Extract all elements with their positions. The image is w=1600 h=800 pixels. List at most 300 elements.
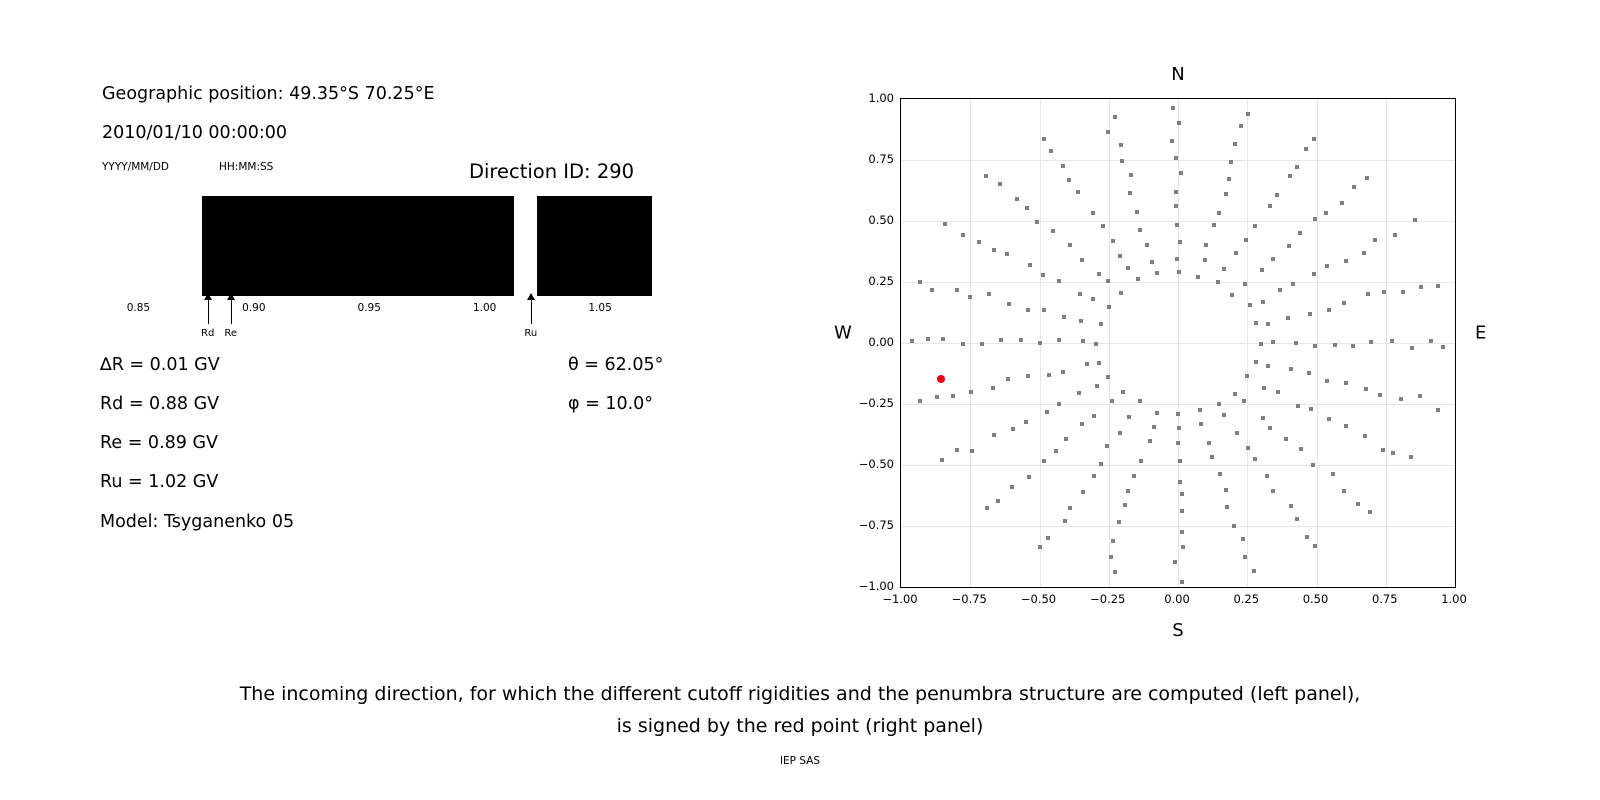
scatter-point: [1041, 273, 1045, 277]
scatter-point: [1061, 370, 1065, 374]
scatter-point: [1368, 510, 1372, 514]
scatter-point: [1239, 124, 1243, 128]
scatter-point: [1429, 339, 1433, 343]
scatter-point: [1006, 377, 1010, 381]
scatter-point: [1092, 474, 1096, 478]
scatter-point: [1011, 427, 1015, 431]
scatter-point: [1286, 316, 1290, 320]
scatter-point: [1109, 555, 1113, 559]
scatter-point: [1145, 243, 1149, 247]
scatter-point: [1057, 279, 1061, 283]
scatter-point: [1229, 160, 1233, 164]
scatter-point: [1097, 272, 1101, 276]
scatter-point: [1038, 545, 1042, 549]
scatter-point: [1007, 302, 1011, 306]
sky-y-tick-label: 0.75: [868, 152, 894, 166]
scatter-point: [1243, 282, 1247, 286]
scatter-point: [1271, 489, 1275, 493]
scatter-point: [1365, 176, 1369, 180]
scatter-point: [1068, 243, 1072, 247]
scatter-point: [1309, 407, 1313, 411]
scatter-point: [1127, 415, 1131, 419]
scatter-point: [941, 337, 945, 341]
scatter-point: [940, 458, 944, 462]
date-format-label: YYYY/MM/DD: [102, 161, 170, 173]
scatter-point: [1081, 339, 1085, 343]
compass-west-label: W: [834, 322, 852, 344]
scatter-point: [1128, 191, 1132, 195]
sky-y-tick-label: 0.00: [868, 335, 894, 349]
compass-south-label: S: [1172, 620, 1184, 641]
scatter-point: [1393, 233, 1397, 237]
scatter-point: [1119, 143, 1123, 147]
caption-line-1: The incoming direction, for which the different cutoff rigidities and the penumbra structure are computed (left panel),: [239, 683, 1361, 705]
scatter-point: [1035, 220, 1039, 224]
penumbra-tick-label: 1.00: [472, 302, 497, 314]
scatter-point: [1233, 392, 1237, 396]
scatter-point: [1313, 344, 1317, 348]
scatter-point: [1118, 431, 1122, 435]
scatter-point: [1232, 524, 1236, 528]
scatter-point: [918, 399, 922, 403]
scatter-point: [1107, 305, 1111, 309]
scatter-point: [1342, 489, 1346, 493]
scatter-point: [1312, 272, 1316, 276]
scatter-point: [1381, 448, 1385, 452]
scatter-point: [1254, 321, 1258, 325]
scatter-point: [1271, 340, 1275, 344]
datetime-label: 2010/01/10 00:00:00: [102, 123, 288, 143]
scatter-point: [1063, 519, 1067, 523]
scatter-point: [935, 395, 939, 399]
scatter-point: [1099, 322, 1103, 326]
scatter-point: [1077, 391, 1081, 395]
scatter-point: [1078, 292, 1082, 296]
sky-x-tick-label: −0.75: [951, 592, 987, 606]
scatter-point: [987, 292, 991, 296]
scatter-point: [1243, 555, 1247, 559]
scatter-point: [1019, 338, 1023, 342]
scatter-point: [930, 288, 934, 292]
scatter-point: [1203, 258, 1207, 262]
scatter-point: [1025, 206, 1029, 210]
scatter-point: [1224, 488, 1228, 492]
scatter-point: [969, 390, 973, 394]
scatter-point: [1253, 224, 1257, 228]
scatter-point: [1081, 490, 1085, 494]
gridline-horizontal: [901, 526, 1455, 527]
scatter-point: [1217, 211, 1221, 215]
scatter-point: [955, 288, 959, 292]
scatter-point: [1119, 291, 1123, 295]
scatter-point: [1299, 447, 1303, 451]
scatter-point: [1080, 422, 1084, 426]
sky-y-tick-label: −1.00: [858, 579, 894, 593]
scatter-point: [961, 233, 965, 237]
scatter-point: [1304, 147, 1308, 151]
delta-r-value: ∆R = 0.01 GV: [100, 355, 220, 375]
scatter-point: [1181, 545, 1185, 549]
gridline-horizontal: [901, 404, 1455, 405]
model-value: Model: Tsyganenko 05: [100, 512, 295, 532]
scatter-point: [1135, 210, 1139, 214]
scatter-point: [918, 280, 922, 284]
scatter-point: [1196, 275, 1200, 279]
scatter-point: [1327, 308, 1331, 312]
scatter-point: [1325, 264, 1329, 268]
scatter-point: [1126, 489, 1130, 493]
scatter-point: [1057, 402, 1061, 406]
scatter-point: [926, 337, 930, 341]
scatter-point: [1045, 410, 1049, 414]
scatter-point: [1106, 130, 1110, 134]
sky-x-tick-label: −1.00: [882, 592, 918, 606]
caption-line-2: is signed by the red point (right panel): [616, 715, 984, 737]
scatter-point: [1366, 292, 1370, 296]
scatter-point: [1051, 229, 1055, 233]
scatter-point: [1254, 360, 1258, 364]
compass-north-label: N: [1171, 64, 1185, 85]
scatter-point: [1242, 399, 1246, 403]
scatter-point: [1136, 277, 1140, 281]
scatter-point: [998, 182, 1002, 186]
scatter-point: [1138, 399, 1142, 403]
scatter-point: [1305, 535, 1309, 539]
scatter-point: [1294, 341, 1298, 345]
scatter-point: [1042, 308, 1046, 312]
scatter-point: [1106, 279, 1110, 283]
scatter-point: [1312, 137, 1316, 141]
scatter-point: [1324, 211, 1328, 215]
scatter-point: [1382, 290, 1386, 294]
scatter-point: [1067, 178, 1071, 182]
penumbra-band: [537, 196, 652, 296]
scatter-point: [1126, 266, 1130, 270]
scatter-point: [1436, 284, 1440, 288]
scatter-point: [1298, 231, 1302, 235]
scatter-point: [1174, 190, 1178, 194]
phi-value: φ = 10.0°: [568, 394, 654, 414]
scatter-point: [1057, 338, 1061, 342]
scatter-point: [1261, 416, 1265, 420]
sky-x-tick-label: 0.25: [1233, 592, 1260, 606]
scatter-point: [1352, 185, 1356, 189]
scatter-point: [910, 339, 914, 343]
selected-direction-point[interactable]: [937, 375, 945, 383]
scatter-point: [1369, 340, 1373, 344]
scatter-point: [1123, 503, 1127, 507]
scatter-point: [1235, 431, 1239, 435]
sky-x-tick-label: −0.25: [1090, 592, 1126, 606]
geographic-position-label: Geographic position: 49.35°S 70.25°E: [102, 84, 435, 104]
scatter-point: [1401, 290, 1405, 294]
scatter-point: [1227, 177, 1231, 181]
scatter-point: [1113, 115, 1117, 119]
scatter-point: [1092, 414, 1096, 418]
scatter-point: [1178, 480, 1182, 484]
scatter-point: [1198, 408, 1202, 412]
scatter-point: [1327, 417, 1331, 421]
scatter-point: [1266, 322, 1270, 326]
penumbra-tick-label: 0.85: [126, 302, 151, 314]
scatter-point: [1222, 413, 1226, 417]
scatter-point: [1373, 238, 1377, 242]
scatter-point: [1441, 345, 1445, 349]
scatter-point: [1233, 142, 1237, 146]
re-value: Re = 0.89 GV: [100, 433, 218, 453]
scatter-point: [1246, 446, 1250, 450]
penumbra-axis: [98, 296, 652, 356]
scatter-point: [1364, 387, 1368, 391]
sky-y-tick-label: −0.75: [858, 518, 894, 532]
footer-note: IEP SAS: [779, 755, 821, 767]
scatter-point: [1340, 201, 1344, 205]
scatter-point: [999, 338, 1003, 342]
scatter-point: [1138, 228, 1142, 232]
sky-x-tick-label: 0.00: [1164, 592, 1190, 606]
sky-y-tick-label: −0.25: [858, 396, 894, 410]
scatter-point: [943, 222, 947, 226]
scatter-point: [1210, 455, 1214, 459]
scatter-point: [1259, 342, 1263, 346]
scatter-point: [1252, 569, 1256, 573]
penumbra-tick-label: 0.90: [242, 302, 266, 314]
scatter-point: [1266, 364, 1270, 368]
scatter-point: [1260, 268, 1264, 272]
scatter-point: [1261, 300, 1265, 304]
penumbra-marker-arrow: [208, 294, 209, 324]
direction-id-label: Direction ID: 290: [469, 160, 635, 183]
scatter-point: [985, 506, 989, 510]
scatter-point: [1410, 346, 1414, 350]
scatter-point: [1175, 257, 1179, 261]
scatter-point: [1378, 393, 1382, 397]
penumbra-marker-label: Ru: [524, 328, 538, 339]
scatter-point: [1218, 472, 1222, 476]
scatter-point: [1173, 560, 1177, 564]
scatter-point: [1268, 426, 1272, 430]
scatter-point: [1390, 339, 1394, 343]
scatter-point: [1222, 267, 1226, 271]
scatter-point: [1120, 159, 1124, 163]
scatter-point: [1047, 373, 1051, 377]
scatter-point: [1344, 424, 1348, 428]
scatter-point: [1291, 282, 1295, 286]
scatter-point: [1062, 315, 1066, 319]
scatter-point: [980, 342, 984, 346]
sky-plot-panel: [820, 40, 1540, 660]
scatter-point: [1409, 455, 1413, 459]
scatter-point: [1148, 439, 1152, 443]
scatter-point: [1391, 451, 1395, 455]
scatter-point: [1180, 580, 1184, 584]
scatter-point: [1026, 374, 1030, 378]
scatter-point: [1253, 457, 1257, 461]
scatter-point: [1177, 270, 1181, 274]
figure-caption: [0, 678, 1600, 742]
penumbra-marker-arrow: [231, 294, 232, 324]
scatter-point: [1178, 459, 1182, 463]
scatter-point: [1217, 402, 1221, 406]
scatter-point: [1289, 504, 1293, 508]
scatter-point: [1054, 449, 1058, 453]
scatter-point: [1262, 386, 1266, 390]
scatter-point: [1180, 530, 1184, 534]
sky-scatter-axes: [900, 98, 1456, 588]
scatter-point: [1177, 426, 1181, 430]
scatter-point: [1180, 509, 1184, 513]
scatter-point: [1225, 505, 1229, 509]
scatter-point: [1129, 173, 1133, 177]
scatter-point: [1344, 381, 1348, 385]
penumbra-bar-plot: [98, 196, 652, 296]
scatter-point: [1295, 165, 1299, 169]
scatter-point: [996, 499, 1000, 503]
scatter-point: [1170, 139, 1174, 143]
scatter-point: [1139, 459, 1143, 463]
theta-value: θ = 62.05°: [568, 355, 664, 375]
scatter-point: [1105, 444, 1109, 448]
scatter-point: [1244, 238, 1248, 242]
sky-y-tick-label: 1.00: [868, 91, 894, 105]
scatter-point: [1150, 260, 1154, 264]
scatter-point: [1068, 506, 1072, 510]
scatter-point: [1095, 384, 1099, 388]
scatter-point: [1241, 537, 1245, 541]
sky-y-tick-label: −0.50: [858, 457, 894, 471]
time-format-label: HH:MM:SS: [219, 161, 274, 173]
scatter-point: [1091, 297, 1095, 301]
scatter-point: [1085, 362, 1089, 366]
scatter-point: [1174, 156, 1178, 160]
scatter-point: [1419, 285, 1423, 289]
scatter-point: [1174, 204, 1178, 208]
scatter-point: [1064, 437, 1068, 441]
scatter-point: [992, 433, 996, 437]
scatter-point: [1028, 263, 1032, 267]
scatter-point: [1356, 502, 1360, 506]
scatter-point: [1342, 301, 1346, 305]
scatter-point: [1295, 517, 1299, 521]
scatter-point: [1207, 441, 1211, 445]
scatter-point: [961, 342, 965, 346]
scatter-point: [1311, 463, 1315, 467]
scatter-point: [1284, 437, 1288, 441]
scatter-point: [1230, 293, 1234, 297]
scatter-point: [992, 248, 996, 252]
gridline-horizontal: [901, 160, 1455, 161]
scatter-point: [1246, 112, 1250, 116]
scatter-point: [1224, 192, 1228, 196]
scatter-point: [1121, 390, 1125, 394]
scatter-point: [1152, 425, 1156, 429]
scatter-point: [1331, 472, 1335, 476]
scatter-point: [1248, 303, 1252, 307]
penumbra-marker-label: Re: [224, 328, 238, 339]
scatter-point: [1155, 271, 1159, 275]
scatter-point: [1155, 411, 1159, 415]
scatter-point: [1275, 193, 1279, 197]
scatter-point: [1176, 412, 1180, 416]
scatter-point: [1015, 197, 1019, 201]
scatter-point: [977, 240, 981, 244]
scatter-point: [1026, 308, 1030, 312]
scatter-point: [1265, 474, 1269, 478]
scatter-point: [970, 449, 974, 453]
scatter-point: [1027, 475, 1031, 479]
sky-x-tick-label: 0.75: [1371, 592, 1398, 606]
scatter-point: [1216, 280, 1220, 284]
scatter-point: [1344, 259, 1348, 263]
scatter-point: [1042, 459, 1046, 463]
scatter-point: [1271, 257, 1275, 261]
scatter-point: [1091, 211, 1095, 215]
compass-east-label: E: [1475, 322, 1487, 344]
sky-x-tick-label: 1.00: [1441, 592, 1467, 606]
scatter-point: [1079, 319, 1083, 323]
scatter-point: [1171, 106, 1175, 110]
scatter-point: [1268, 204, 1272, 208]
scatter-point: [1199, 422, 1203, 426]
scatter-point: [1308, 312, 1312, 316]
scatter-point: [1418, 394, 1422, 398]
scatter-point: [1180, 492, 1184, 496]
scatter-point: [1132, 474, 1136, 478]
scatter-point: [1106, 375, 1110, 379]
ru-value: Ru = 1.02 GV: [100, 472, 219, 492]
scatter-point: [1097, 361, 1101, 365]
scatter-point: [1413, 218, 1417, 222]
scatter-point: [984, 174, 988, 178]
scatter-point: [1436, 408, 1440, 412]
scatter-point: [1234, 251, 1238, 255]
rd-value: Rd = 0.88 GV: [100, 394, 220, 414]
scatter-point: [1038, 341, 1042, 345]
scatter-point: [1118, 254, 1122, 258]
penumbra-tick-label: 1.05: [588, 302, 612, 314]
scatter-point: [1351, 344, 1355, 348]
scatter-point: [1042, 137, 1046, 141]
scatter-point: [1175, 223, 1179, 227]
scatter-point: [1287, 244, 1291, 248]
scatter-point: [1179, 171, 1183, 175]
scatter-point: [1111, 239, 1115, 243]
scatter-point: [1296, 404, 1300, 408]
scatter-point: [1094, 342, 1098, 346]
scatter-point: [955, 448, 959, 452]
scatter-point: [951, 394, 955, 398]
scatter-point: [1204, 243, 1208, 247]
scatter-point: [1212, 223, 1216, 227]
scatter-point: [1117, 520, 1121, 524]
scatter-point: [1176, 441, 1180, 445]
penumbra-tick-label: 0.95: [357, 302, 381, 314]
penumbra-marker-arrow: [531, 294, 532, 324]
sky-y-tick-label: 0.25: [868, 274, 894, 288]
scatter-point: [1288, 174, 1292, 178]
scatter-point: [1278, 288, 1282, 292]
scatter-point: [1113, 570, 1117, 574]
scatter-point: [1363, 434, 1367, 438]
scatter-point: [1099, 462, 1103, 466]
scatter-point: [1313, 544, 1317, 548]
scatter-point: [1399, 397, 1403, 401]
scatter-point: [1325, 379, 1329, 383]
scatter-point: [1276, 390, 1280, 394]
gridline-horizontal: [901, 465, 1455, 466]
scatter-point: [1061, 164, 1065, 168]
scatter-point: [1333, 343, 1337, 347]
